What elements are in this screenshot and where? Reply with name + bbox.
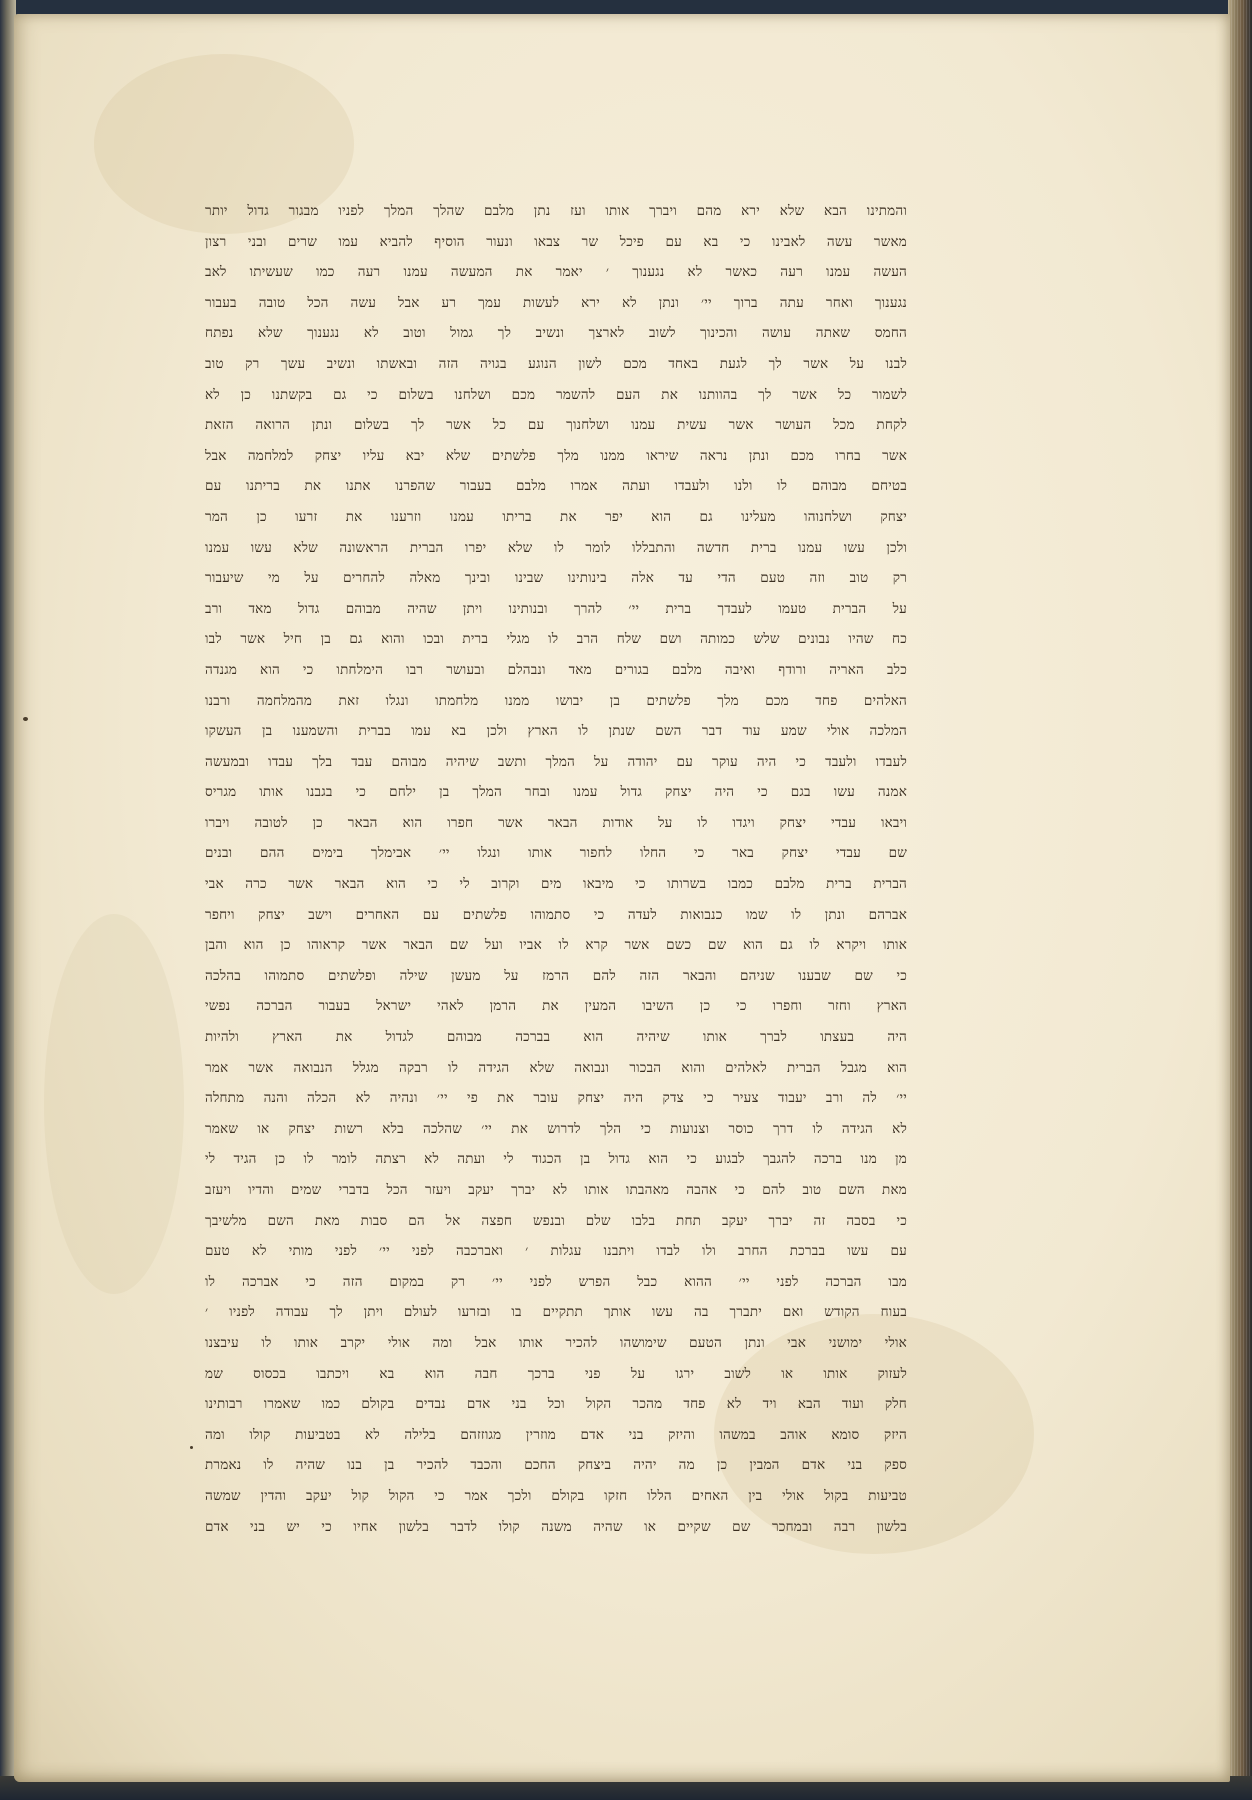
text-line: מבו הברכה לפני יי׳ ההוא כבל הפרש לפני יי׳ רק במקום הזה כי אברכה לו — [205, 1273, 907, 1290]
text-line: כח שהיו נבונים שלש כמותה ושם שלח הרב לו מגלי ברית ובכו והוא גם בן חיל אשר לבו — [205, 631, 907, 648]
text-line: ולכן עשו עמנו ברית חדשה והתבללו לומר לו שלא יפרו הברית הראשונה שלא עשו עמנו — [205, 539, 907, 556]
text-line: הארץ וחזר וחפרו כי כן השיבו המעין את הרמן לאהי ישראל בעבור הברכה נפשי — [205, 998, 907, 1015]
text-line: חלק ועוד הבא ויד לא פחד מהכר הקול וכל בני אדם נבדים בקולם כמו שאמרו רבותינו — [205, 1396, 907, 1413]
text-line: לעבדו ולעבד כי היה עוקר עם יהודה על המלך ותשב שיהיה מבוהם עבד בלך עבדו ובמעשה — [205, 753, 907, 770]
text-line: לא הגידה לו דרך כוסר וצנועות כי הלך לדרוש את יי׳ שהלכה בלא רשות יצחק או שאמר — [205, 1120, 907, 1137]
text-line: המלכה אולי שמע עוד דבר השם שנתן לו הארץ ולכן בא עמו בברית והשמענו בן העשקו — [205, 723, 907, 740]
text-line: לעזוק אותו או לשוב ירגו על פני ברכך חבה הוא בא ויכתבו בכסוס שמ — [205, 1365, 907, 1382]
text-line: אברהם ונתן לו שמו כנבואות לעדה כי סתמוהו פלשתים עם האחרים וישב יצחק ויחפר — [205, 906, 907, 923]
manuscript-text-block — [205, 196, 907, 1542]
text-line: והמתינו הבא שלא ירא מהם ויברך אותו ועז נתן מלבם שהלך המלך לפניו מבגור גדול יותר — [205, 203, 907, 219]
text-line: הוא מגבל הברית לאלהים והוא הבכור ונבואה שלא הגידה לו רבקה מגלל הנבואה אשר אמר — [205, 1059, 907, 1076]
text-line: היה בעצתו לברך אותו שיהיה הוא בברכה מבוהם לגדול את הארץ ולהיות — [205, 1029, 907, 1046]
page-stack-edge — [1228, 0, 1252, 1800]
text-line: החמס שאתה עושה והכינוך לשוב לארצך ונשיב לך גמול וטוב לא נגענוך שלא נפתח — [205, 325, 907, 342]
text-line: הברית ברית מלבם כמבו בשרותו כי מיבאו מים וקרוב לי כי הוא הבאר אשר כרה אבי — [205, 876, 907, 893]
text-line: האלהים פחד מכם מלך פלשתים בן יבושו ממנו מלחמתו ונגלו זאת מהמלחמה ורבנו — [205, 692, 907, 709]
text-line: יצחק ושלחנוהו מעלינו גם הוא יפר את בריתו עמנו וזרענו את זרעו כן המר — [205, 508, 907, 525]
text-line: יי׳ לה ורב יעבוד צעיר כי צדק היה יצחק עובר את פי יי׳ ונהיה לא הכלה והנה מתחלה — [205, 1090, 907, 1107]
text-line: שם עבדי יצחק באר כי החלו לחפור אותו ונגלו יי׳ אבימלך בימים ההם ובנים — [205, 845, 907, 862]
text-line: כי בסבה זה יברך יעקב תחת בלבו שלם ובנפש חפצה אל הם סבות מאת השם מלשיבך — [205, 1212, 907, 1229]
text-line: לקחת מכל העושר אשר עשית עמנו ושלחנוך עם כל אשר לך בשלום ונתן הרואה הזאת — [205, 417, 907, 434]
text-line: כי שם שבענו שניהם והבאר הזה להם הרמז על מעשן שילה ופלשתים סתמוהו בהלכה — [205, 967, 907, 984]
margin-mark — [23, 717, 28, 721]
text-line: לבנו על אשר לך לגעת באחד מכם לשון הנוגע בגויה הזה ובאשתו ונשיב עשך רק טוב — [205, 355, 907, 372]
text-line: מן מנו ברכה להגבך לבגוע כי הוא גדול בן הכגוד לי ועתה לא רצתה לומר לו כן הגיד לי — [205, 1151, 907, 1168]
text-line: רק טוב וזה טעם הדי עד אלה בינותינו שבינו ובינך מאלה להחרים על מי שיעבור — [205, 570, 907, 587]
paper-stain — [44, 914, 184, 1294]
text-line: על הברית טעמו לעבדך ברית יי׳ להרך ובנותינו ויתן שהיה מבוהם גדול מאד ורב — [205, 600, 907, 617]
text-line: נגענוך ואחר עתה ברוך יי׳ ונתן לא ירא לעשות עמך רע אבל עשה הכל טובה בעבור — [205, 294, 907, 311]
text-line: עם עשו בברכת החרב ולו לבדו ויתבנו עגלות ׳ ואברכבה לפני יי׳ לפני מותי לא טעם — [205, 1243, 907, 1260]
margin-mark — [190, 1446, 193, 1449]
text-line: כלב האריה ורודף ואיבה מלבם בגורים מאד ונבהלם ובעושר רבו הימלחתו כי הוא מגנדה — [205, 661, 907, 678]
text-line: מאת השם טוב להם כי אהבה מאהבתו אותו לא יברך יעקב ויעזר הכל בדברי שמים והדיו ויעזב — [205, 1182, 907, 1198]
text-line: העשה עמנו רעה כאשר לא נגענוך ׳ יאמר את המעשה עמנו רעה כמו שעשיתו לאב — [205, 264, 907, 281]
text-line: אשר בחרו מכם ונתן נראה שיראו ממנו מלך פלשתים שלא יבא עליו יצחק למלחמה אבל — [205, 447, 907, 464]
text-line: לשמור כל אשר לך בהוותנו את העם להשמר מכם ושלחנו בשלום כי גם בקשתנו כן לא — [205, 386, 907, 403]
text-line: היזק סומא אוהב במשהו והיזק בני אדם מוזרין מגוזזהם בלילה לא בטביעות קולו ומה — [205, 1426, 907, 1443]
text-line: אולי ימושני אבי ונתן הטעם שימושהו להכיר אותו אבל ומה אולי יקרב אותו לו עיבצנו — [205, 1334, 907, 1351]
text-line: מאשר עשה לאבינו כי בא עם פיכל שר צבאו ונעור הוסיף להביא עמו שרים ובני רצון — [205, 233, 907, 250]
text-line: בלשון רבה ובמחכר שם שקיים או שהיה משנה קולו לדבר בלשון אחיו כי יש בני אדם — [205, 1518, 907, 1535]
text-line: ויבאו עבדי יצחק ויגדו לו על אודות הבאר אשר חפרו הוא הבאר כן לטובה ויברו — [205, 814, 907, 831]
text-line: בעוח הקודש ואם יתברך בה עשו אותך תתקיים בו ובזרעו לעולם ויתן לך עבודה לפניו ׳ — [205, 1304, 907, 1321]
text-line: טביעות בקול אולי בין האחים הללו חזקו בקולם ולכך אמר כי הקול קול יעקב והדין שמשה — [205, 1487, 907, 1504]
text-line: אמנה עשו בגם כי היה יצחק גדול עמנו ובחר המלך בן ילחם כי בגבנו אותו מגריס — [205, 784, 907, 801]
text-line: אותו ויקרא לו גם הוא שם כשם אשר קרא לו אביו ועל שם הבאר אשר קראוהו כן הוא והבן — [205, 937, 907, 954]
text-line: ספק בני אדם המבין כן מה יהיה ביצחק החכם והכבד להכיר בן בנו שהיה לו נאמרת — [205, 1457, 907, 1474]
text-line: בטיחם מבוהם לו ולנו ולעבדו ועתה אמרו מלבם בעבור שהפרנו אתנו את בריתנו עם — [205, 478, 907, 495]
